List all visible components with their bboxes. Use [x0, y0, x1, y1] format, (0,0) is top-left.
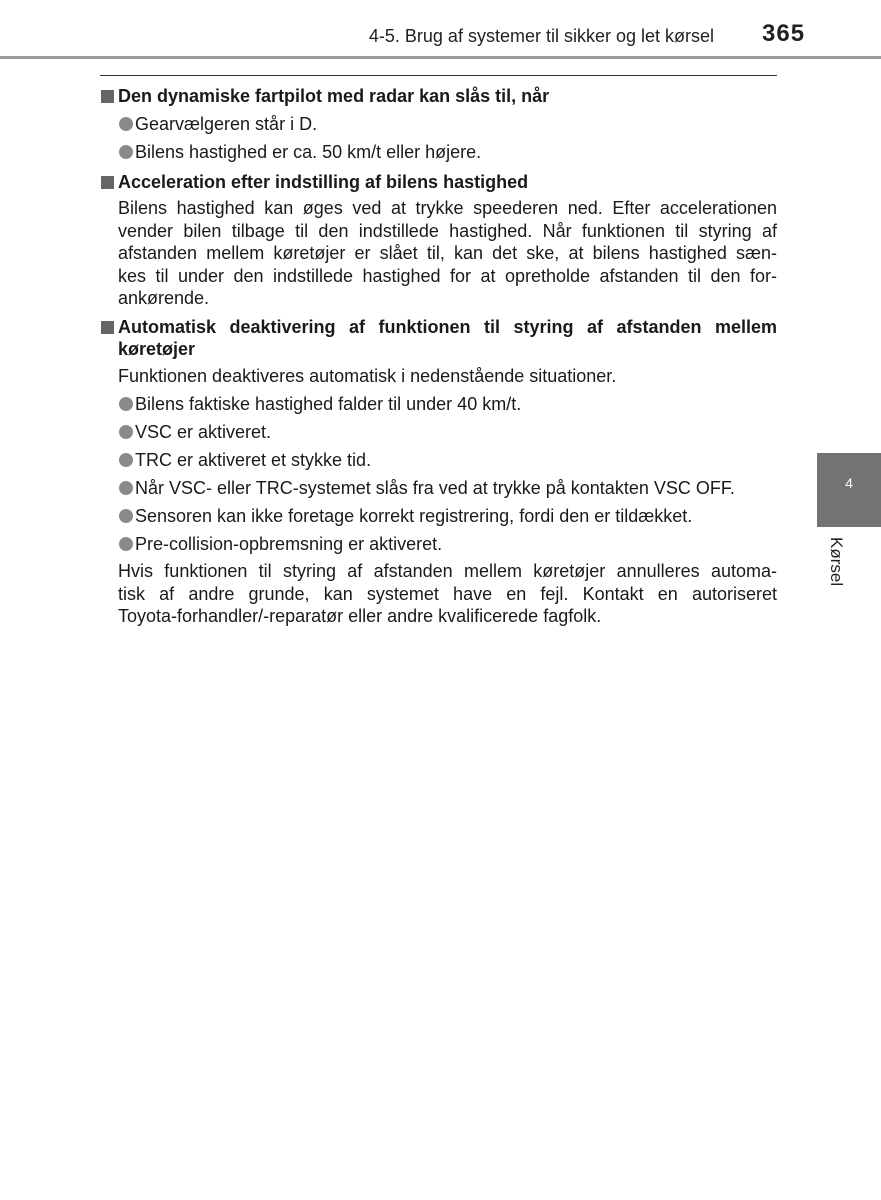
- list-item: TRC er aktiveret et stykke tid.: [118, 449, 777, 472]
- section-heading: Automatisk deaktivering af funktionen til styring af afstanden mellem køretøjer: [100, 316, 777, 361]
- list-item: Gearvælgeren står i D.: [118, 113, 777, 136]
- list-item: Når VSC- eller TRC-systemet slås fra ved at trykke på kontakten VSC OFF.: [118, 477, 777, 500]
- body-paragraph: Bilens hastighed kan øges ved at trykke speederen ned. Efter accelerationen vender bilen tilbage til den indstillede hastighed. Når funktionen til styring af afstanden mellem køretøjer er slået til, kan det ske, at bilens hastighed sæn- kes til under den indstillede hastighed for at opretholde afstanden til den for- ankørende.: [118, 198, 777, 308]
- circle-bullet-icon: [118, 141, 135, 164]
- section-heading: Den dynamiske fartpilot med radar kan slås til, når: [100, 85, 777, 108]
- page-content: [100, 82, 777, 628]
- circle-bullet-icon: [118, 533, 135, 556]
- list-item: Bilens hastighed er ca. 50 km/t eller højere.: [118, 141, 777, 164]
- list-item: Pre-collision-opbremsning er aktiveret.: [118, 533, 777, 556]
- square-bullet-icon: [100, 171, 118, 194]
- section-title: 4-5. Brug af systemer til sikker og let kørsel: [368, 26, 714, 46]
- circle-bullet-icon: [118, 421, 135, 444]
- list-item: VSC er aktiveret.: [118, 421, 777, 444]
- list-item: Sensoren kan ikke foretage korrekt registrering, fordi den er tildækket.: [118, 505, 777, 528]
- section-heading: Acceleration efter indstilling af bilens hastighed: [100, 171, 777, 194]
- square-bullet-icon: [100, 85, 118, 108]
- circle-bullet-icon: [118, 393, 135, 416]
- chapter-tab: [817, 453, 881, 527]
- content-divider: [100, 75, 777, 76]
- header-divider: [0, 56, 881, 59]
- circle-bullet-icon: [118, 113, 135, 136]
- circle-bullet-icon: [118, 449, 135, 472]
- closing-paragraph: Hvis funktionen til styring af afstanden mellem køretøjer annulleres automa- tisk af andre grunde, kan systemet have en fejl. Kontakt en autoriseret Toyota-forhandler/-reparatør eller andre kvalificerede fagfolk.: [118, 561, 777, 626]
- circle-bullet-icon: [118, 477, 135, 500]
- chapter-label: Kørsel: [827, 537, 846, 587]
- page-number: 365: [762, 20, 806, 47]
- list-item: Bilens faktiske hastighed falder til under 40 km/t.: [118, 393, 777, 416]
- chapter-number: 4: [845, 475, 853, 491]
- intro-paragraph: Funktionen deaktiveres automatisk i nedenstående situationer.: [118, 365, 617, 386]
- square-bullet-icon: [100, 316, 118, 361]
- circle-bullet-icon: [118, 505, 135, 528]
